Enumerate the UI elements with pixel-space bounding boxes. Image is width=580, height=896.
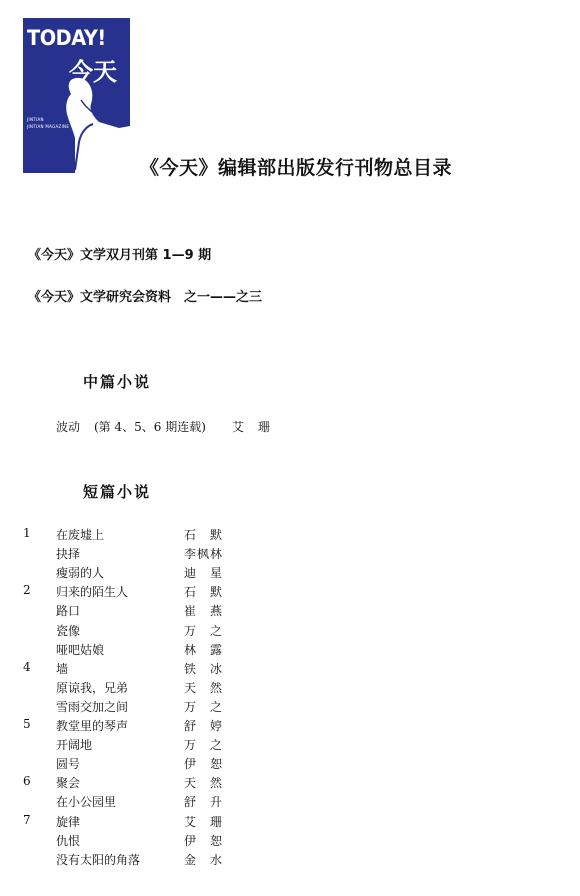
story-title: 聚会 [56, 776, 81, 791]
story-row [0, 736, 580, 755]
story-title: 归来的陌生人 [56, 585, 129, 600]
cover-brand-chinese: 今天 [69, 58, 117, 86]
story-row [0, 622, 580, 641]
story-row [0, 717, 580, 736]
story-author: 伊 恕 [184, 757, 224, 772]
story-author: 迪 星 [184, 566, 224, 581]
story-author: 万 之 [184, 738, 224, 753]
cover-image [23, 18, 130, 173]
page-title: 《今天》编辑部出版发行刊物总目录 [140, 157, 453, 179]
story-row [0, 755, 580, 774]
story-author: 林 露 [184, 642, 224, 657]
story-author: 铁 冰 [184, 661, 224, 676]
story-title: 没有太阳的角落 [56, 852, 141, 867]
story-title: 瓷像 [56, 623, 81, 638]
story-row [0, 793, 580, 812]
section-heading-novella: 中篇小说 [83, 373, 152, 391]
story-title: 在小公园里 [56, 795, 117, 810]
story-title: 教堂里的琴声 [56, 719, 129, 733]
story-issue-number: 1 [23, 526, 31, 540]
story-author: 万 之 [184, 699, 224, 714]
story-row [0, 602, 580, 621]
story-title: 旋律 [56, 814, 81, 829]
story-title: 雪雨交加之间 [56, 699, 129, 714]
cover-pinyin-line-1: JINTIAN [27, 117, 44, 122]
story-author: 伊 恕 [184, 833, 224, 848]
story-author: 天 然 [184, 680, 224, 695]
story-issue-number: 7 [23, 812, 31, 827]
story-title: 原谅我，兄弟 [56, 680, 129, 695]
section-heading-short-stories: 短篇小说 [83, 483, 152, 501]
story-row [0, 583, 580, 602]
story-author: 舒 升 [184, 795, 224, 810]
story-title: 圆号 [56, 757, 81, 772]
story-issue-number: 4 [23, 659, 31, 674]
story-row [0, 660, 580, 679]
story-title: 抉择 [56, 547, 81, 562]
story-author: 舒 婷 [184, 719, 224, 733]
story-row [0, 641, 580, 660]
story-row [0, 698, 580, 717]
story-row [0, 545, 580, 564]
story-author: 李枫林 [184, 547, 224, 562]
novella-author: 艾 珊 [232, 420, 272, 434]
story-row [0, 564, 580, 583]
story-title: 仇恨 [56, 833, 81, 848]
story-row [0, 832, 580, 851]
story-title: 路口 [56, 604, 81, 619]
story-author: 崔 燕 [184, 604, 224, 619]
story-title: 瘦弱的人 [56, 566, 105, 581]
story-title: 在废墟上 [56, 528, 105, 542]
story-row [0, 774, 580, 793]
cover-pinyin-line-2: JINTIAN MAGAZINE [27, 124, 70, 129]
story-row [0, 679, 580, 698]
story-title: 开阔地 [56, 738, 93, 753]
story-title: 哑吧姑娘 [56, 642, 105, 657]
story-author: 石 默 [184, 585, 224, 600]
story-author: 天 然 [184, 776, 224, 791]
story-issue-number: 2 [23, 583, 31, 598]
series-line-journal: 《今天》文学双月刊第 1—9 期 [28, 248, 212, 263]
story-issue-number: 6 [23, 774, 31, 789]
story-author: 石 默 [184, 528, 224, 542]
cover-brand-english: TODAY! [27, 26, 106, 50]
novella-title: 波动 [56, 420, 81, 434]
story-author: 艾 珊 [184, 814, 224, 829]
story-issue-number: 5 [23, 717, 31, 731]
story-row [0, 526, 580, 545]
story-row [0, 851, 580, 870]
story-author: 金 水 [184, 852, 224, 867]
story-author: 万 之 [184, 623, 224, 638]
story-title: 墙 [56, 661, 69, 676]
novella-note: (第 4、5、6 期连载) [94, 420, 206, 434]
story-row [0, 813, 580, 832]
series-line-research: 《今天》文学研究会资料 之一——之三 [28, 290, 263, 305]
